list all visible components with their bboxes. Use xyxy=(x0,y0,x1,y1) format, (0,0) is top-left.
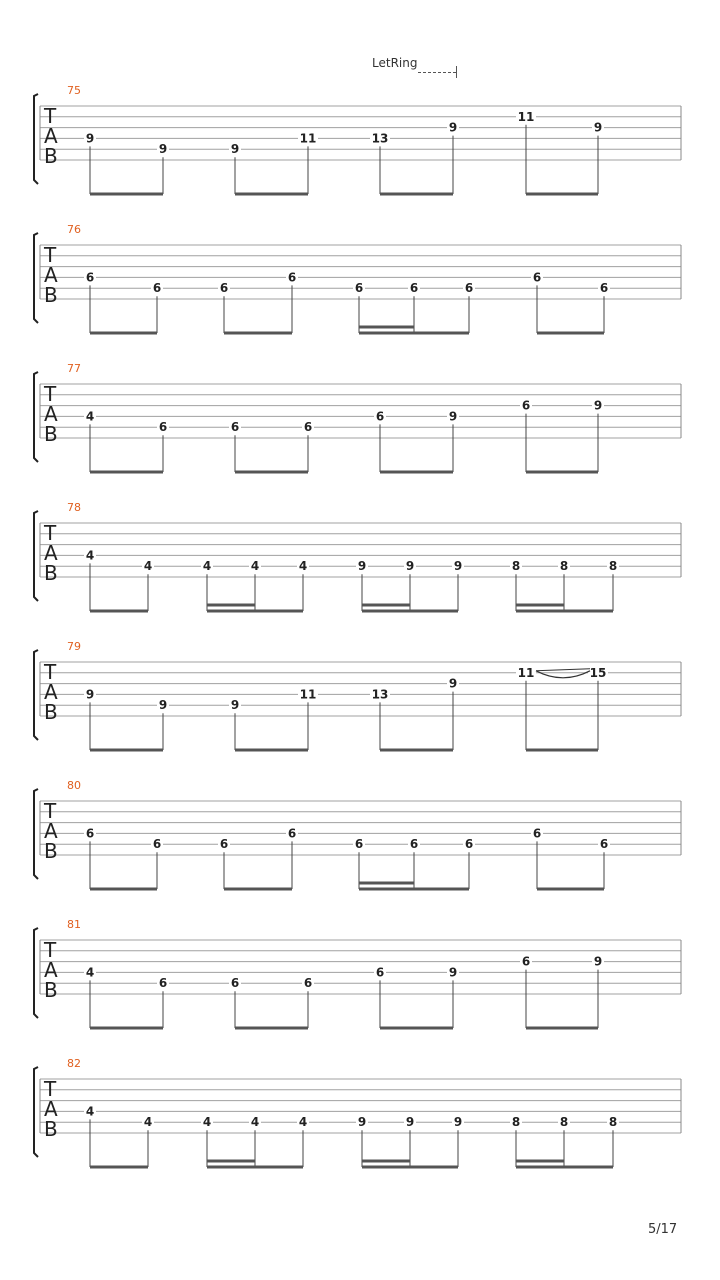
tab-clef-letter: T xyxy=(44,799,57,823)
measure-75 xyxy=(34,84,681,194)
fret-number: 4 xyxy=(298,1115,308,1130)
fret-number: 4 xyxy=(143,1115,153,1130)
fret-number: 9 xyxy=(593,120,603,135)
fret-number: 4 xyxy=(202,559,212,574)
fret-number: 9 xyxy=(405,1115,415,1130)
measure-number: 76 xyxy=(67,223,81,236)
tab-clef-letter: A xyxy=(44,263,58,287)
system-bracket xyxy=(34,233,38,323)
tab-clef-letter: A xyxy=(44,1097,58,1121)
fret-number: 4 xyxy=(202,1115,212,1130)
measure-number: 78 xyxy=(67,501,81,514)
tab-clef-letter: B xyxy=(44,422,58,446)
fret-number: 4 xyxy=(143,559,153,574)
fret-number: 9 xyxy=(357,559,367,574)
fret-number: 8 xyxy=(559,1115,569,1130)
fret-number: 4 xyxy=(250,1115,260,1130)
fret-number: 6 xyxy=(287,826,297,841)
fret-number: 6 xyxy=(409,837,419,852)
fret-number: 6 xyxy=(303,420,313,435)
fret-number: 6 xyxy=(85,826,95,841)
fret-number: 9 xyxy=(453,1115,463,1130)
fret-number: 6 xyxy=(287,270,297,285)
fret-number: 6 xyxy=(230,976,240,991)
slide-line xyxy=(536,669,590,671)
measure-number: 82 xyxy=(67,1057,81,1070)
fret-number: 9 xyxy=(593,954,603,969)
measure-81 xyxy=(34,918,681,1028)
tab-clef-letter: A xyxy=(44,124,58,148)
fret-number: 9 xyxy=(448,965,458,980)
fret-number: 8 xyxy=(559,559,569,574)
fret-number: 9 xyxy=(158,698,168,713)
fret-number: 8 xyxy=(511,559,521,574)
fret-number: 4 xyxy=(85,1104,95,1119)
fret-number: 9 xyxy=(405,559,415,574)
fret-number: 6 xyxy=(152,837,162,852)
tab-clef-letter: T xyxy=(44,521,57,545)
fret-number: 11 xyxy=(517,109,535,124)
page-number: 5/17 xyxy=(648,1222,678,1237)
fret-number: 4 xyxy=(85,548,95,563)
tab-clef-letter: T xyxy=(44,660,57,684)
fret-number: 11 xyxy=(299,687,317,702)
tab-clef-letter: A xyxy=(44,819,58,843)
fret-number: 9 xyxy=(357,1115,367,1130)
fret-number: 13 xyxy=(371,687,389,702)
measure-76 xyxy=(34,223,681,333)
tab-clef-letter: A xyxy=(44,680,58,704)
fret-number: 9 xyxy=(85,687,95,702)
fret-number: 8 xyxy=(608,559,618,574)
fret-number: 9 xyxy=(85,131,95,146)
tab-clef-letter: T xyxy=(44,938,57,962)
fret-number: 11 xyxy=(517,665,535,680)
fret-number: 6 xyxy=(230,420,240,435)
fret-number: 6 xyxy=(219,837,229,852)
tab-clef-letter: T xyxy=(44,1077,57,1101)
fret-number: 4 xyxy=(85,409,95,424)
tab-clef-letter: B xyxy=(44,144,58,168)
measure-79 xyxy=(34,640,681,750)
fret-number: 6 xyxy=(532,826,542,841)
system-bracket xyxy=(34,511,38,601)
measure-number: 75 xyxy=(67,84,81,97)
fret-number: 6 xyxy=(219,281,229,296)
fret-number: 6 xyxy=(152,281,162,296)
fret-number: 6 xyxy=(464,837,474,852)
tab-clef-letter: A xyxy=(44,402,58,426)
tab-clef-letter: T xyxy=(44,243,57,267)
tab-clef-letter: B xyxy=(44,1117,58,1141)
fret-number: 9 xyxy=(448,676,458,691)
fret-number: 9 xyxy=(230,698,240,713)
fret-number: 4 xyxy=(298,559,308,574)
measure-number: 80 xyxy=(67,779,81,792)
fret-number: 6 xyxy=(375,965,385,980)
fret-number: 4 xyxy=(250,559,260,574)
fret-number: 9 xyxy=(158,142,168,157)
measure-number: 81 xyxy=(67,918,81,931)
fret-number: 6 xyxy=(354,281,364,296)
fret-number: 8 xyxy=(608,1115,618,1130)
fret-number: 6 xyxy=(464,281,474,296)
fret-number: 9 xyxy=(230,142,240,157)
tab-clef-letter: A xyxy=(44,958,58,982)
slur-arc xyxy=(536,671,590,678)
system-bracket xyxy=(34,94,38,184)
tab-clef-letter: T xyxy=(44,382,57,406)
measure-78 xyxy=(34,501,681,611)
let-ring-label: LetRing xyxy=(372,56,418,70)
fret-number: 6 xyxy=(409,281,419,296)
fret-number: 9 xyxy=(453,559,463,574)
fret-number: 6 xyxy=(375,409,385,424)
fret-number: 13 xyxy=(371,131,389,146)
fret-number: 6 xyxy=(599,281,609,296)
tab-clef-letter: B xyxy=(44,561,58,585)
system-bracket xyxy=(34,928,38,1018)
fret-number: 6 xyxy=(599,837,609,852)
measure-82 xyxy=(34,1057,681,1167)
fret-number: 9 xyxy=(448,409,458,424)
fret-number: 6 xyxy=(85,270,95,285)
tab-clef-letter: B xyxy=(44,978,58,1002)
fret-number: 9 xyxy=(448,120,458,135)
tab-clef-letter: B xyxy=(44,700,58,724)
fret-number: 15 xyxy=(589,665,607,680)
fret-number: 6 xyxy=(521,398,531,413)
measure-80 xyxy=(34,779,681,889)
measure-number: 77 xyxy=(67,362,81,375)
measure-number: 79 xyxy=(67,640,81,653)
tab-clef-letter: B xyxy=(44,283,58,307)
measure-77 xyxy=(34,362,681,472)
fret-number: 11 xyxy=(299,131,317,146)
system-bracket xyxy=(34,372,38,462)
fret-number: 8 xyxy=(511,1115,521,1130)
fret-number: 6 xyxy=(158,976,168,991)
system-bracket xyxy=(34,650,38,740)
fret-number: 6 xyxy=(354,837,364,852)
fret-number: 6 xyxy=(521,954,531,969)
fret-number: 4 xyxy=(85,965,95,980)
tab-clef-letter: B xyxy=(44,839,58,863)
fret-number: 6 xyxy=(532,270,542,285)
tab-clef-letter: A xyxy=(44,541,58,565)
tab-clef-letter: T xyxy=(44,104,57,128)
fret-number: 6 xyxy=(303,976,313,991)
system-bracket xyxy=(34,789,38,879)
system-bracket xyxy=(34,1067,38,1157)
fret-number: 9 xyxy=(593,398,603,413)
fret-number: 6 xyxy=(158,420,168,435)
